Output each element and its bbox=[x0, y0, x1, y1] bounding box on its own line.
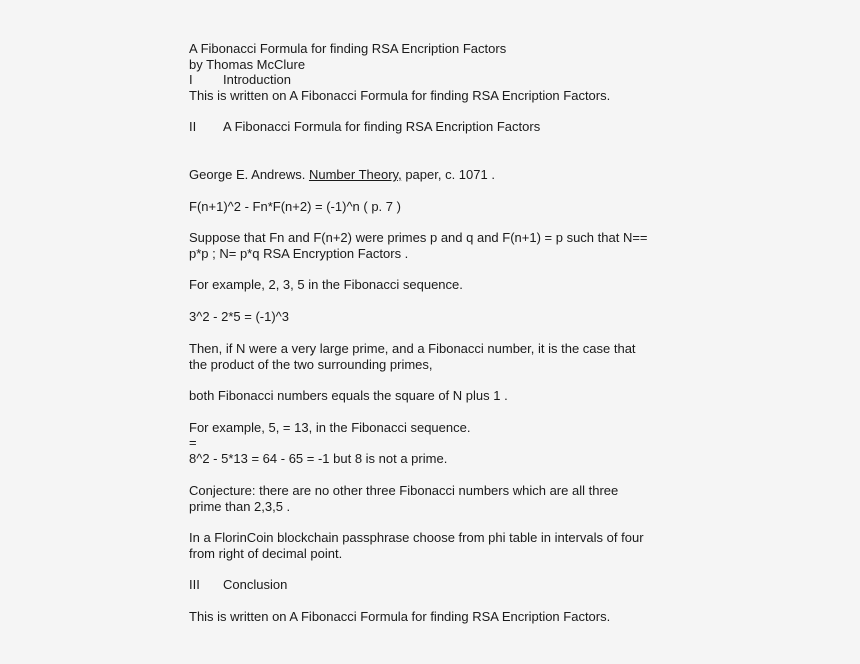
conjecture-paragraph-line2: prime than 2,3,5 . bbox=[189, 499, 291, 514]
florincoin-paragraph-line1: In a FlorinCoin blockchain passphrase choose from phi table in intervals of four bbox=[189, 530, 644, 545]
florincoin-paragraph-line2: from right of decimal point. bbox=[189, 546, 343, 561]
citation-book-title: Number Theory, bbox=[308, 167, 402, 182]
citation bbox=[189, 167, 495, 183]
both-paragraph: both Fibonacci numbers equals the square of N plus 1 . bbox=[189, 388, 508, 403]
citation-details: paper, c. 1071 . bbox=[405, 167, 495, 182]
section-heading-conclusion bbox=[189, 577, 287, 593]
example2-formula: 8^2 - 5*13 = 64 - 65 = -1 but 8 is not a prime. bbox=[189, 451, 448, 466]
example1-paragraph: For example, 2, 3, 5 in the Fibonacci sequence. bbox=[189, 277, 463, 292]
section-heading-introduction bbox=[189, 72, 291, 88]
section-heading-formula bbox=[189, 119, 540, 135]
conjecture-paragraph-line1: Conjecture: there are no other three Fibonacci numbers which are all three bbox=[189, 483, 619, 498]
section-number: III bbox=[189, 577, 200, 592]
section-title: A Fibonacci Formula for finding RSA Encription Factors bbox=[223, 119, 541, 134]
equals-line: = bbox=[189, 435, 197, 450]
main-formula: F(n+1)^2 - Fn*F(n+2) = (-1)^n ( p. 7 ) bbox=[189, 199, 401, 214]
then-paragraph-line1: Then, if N were a very large prime, and a Fibonacci number, it is the case that bbox=[189, 341, 636, 356]
suppose-paragraph-line2: p*p ; N= p*q RSA Encryption Factors . bbox=[189, 246, 409, 261]
citation-author: George E. Andrews. bbox=[189, 167, 306, 182]
document-title: A Fibonacci Formula for finding RSA Encription Factors bbox=[189, 41, 507, 56]
section-number: II bbox=[189, 119, 197, 134]
section-number: I bbox=[189, 72, 193, 87]
suppose-paragraph-line1: Suppose that Fn and F(n+2) were primes p and q and F(n+1) = p such that N== bbox=[189, 230, 648, 245]
section-title: Introduction bbox=[223, 72, 291, 87]
conclusion-paragraph: This is written on A Fibonacci Formula for finding RSA Encription Factors. bbox=[189, 609, 611, 624]
document-author: by Thomas McClure bbox=[189, 57, 306, 72]
example1-formula: 3^2 - 2*5 = (-1)^3 bbox=[189, 309, 289, 324]
intro-paragraph: This is written on A Fibonacci Formula for finding RSA Encription Factors. bbox=[189, 88, 611, 103]
section-title: Conclusion bbox=[223, 577, 288, 592]
then-paragraph-line2: the product of the two surrounding primes, bbox=[189, 357, 433, 372]
example2-paragraph: For example, 5, = 13, in the Fibonacci sequence. bbox=[189, 420, 471, 435]
